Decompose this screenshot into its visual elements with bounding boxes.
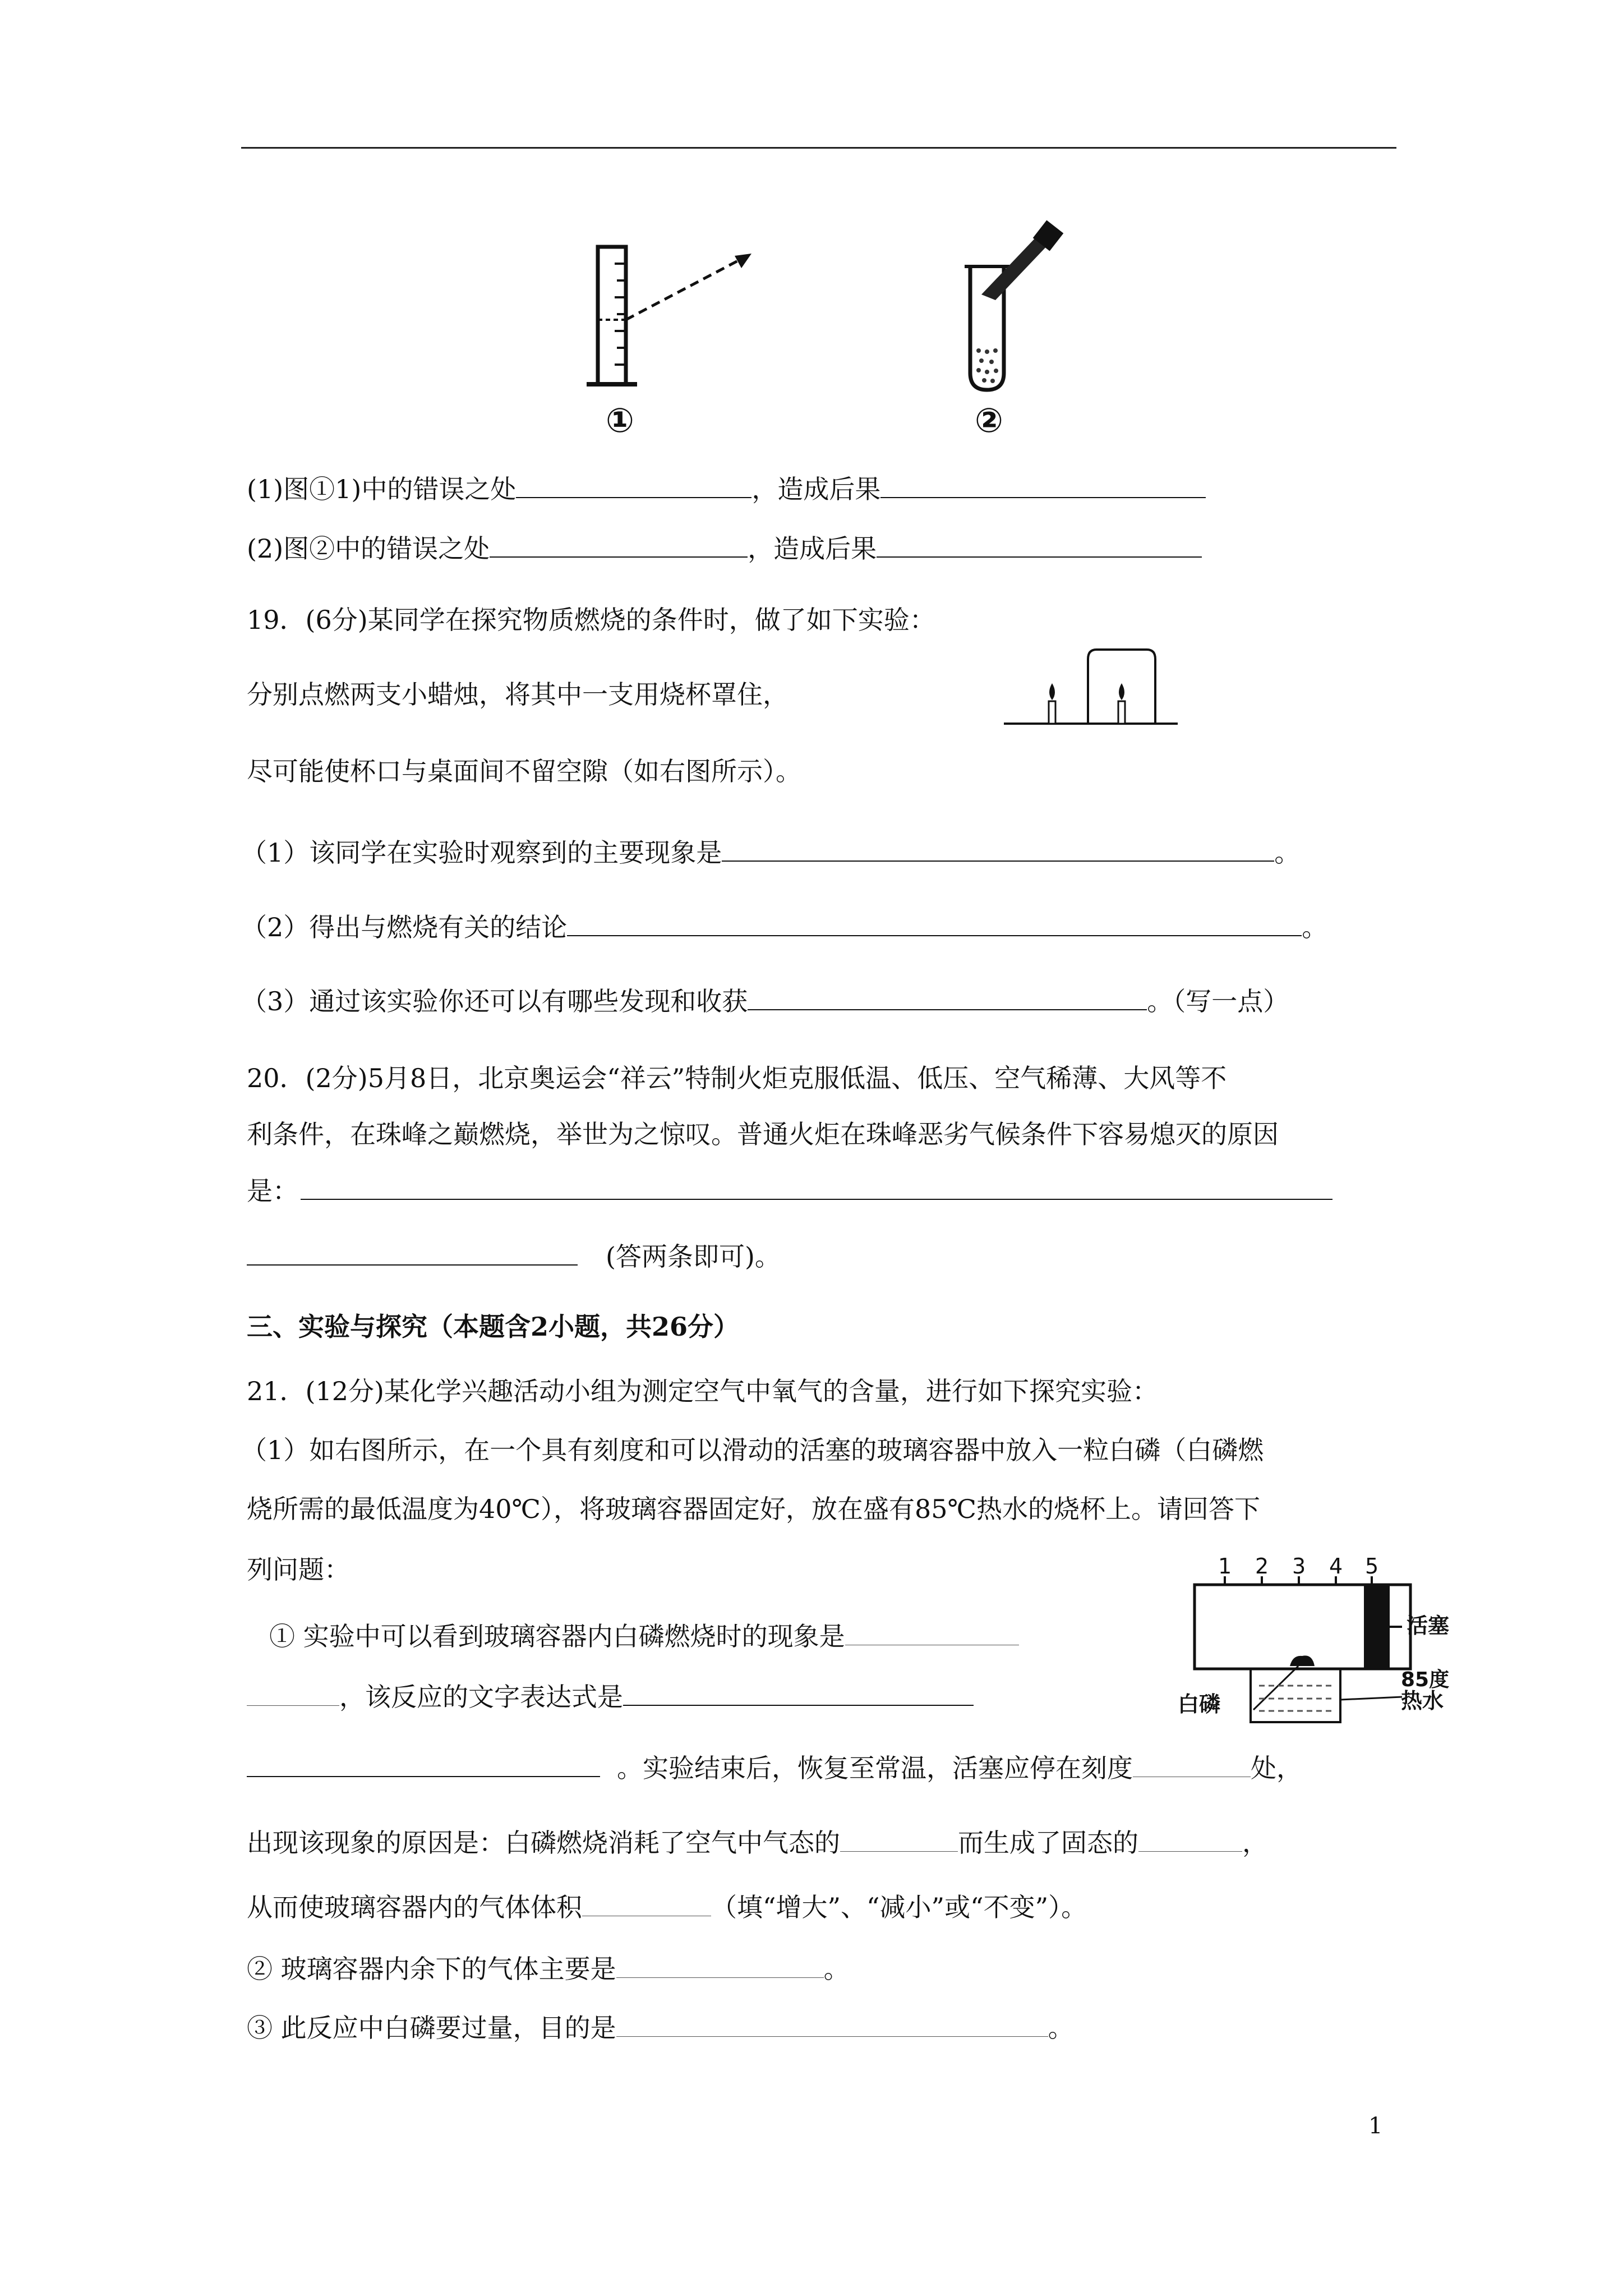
q21-c1-equation-prompt: ，该反应的文字表达式是 (339, 1682, 623, 1712)
q21-c1-blank-phenomenon-a[interactable] (845, 1620, 1019, 1645)
q21-c1-volume-prompt: 从而使玻璃容器内的气体体积 (247, 1892, 582, 1922)
q21-c1-volume-options: （填“增大”、“减小”或“不变”）。 (711, 1892, 1087, 1922)
q19-paragraph-2: 尽可能使杯口与桌面间不留空隙（如右图所示）。 (247, 756, 801, 786)
section-3-title: 三、实验与探究（本题含2小题，共26分） (247, 1312, 740, 1342)
q21-c1-reason-prompt: 出现该现象的原因是：白磷燃烧消耗了空气中气态的 (247, 1828, 840, 1858)
label-piston: 活塞 (1407, 1613, 1450, 1638)
q21-c1-line-2 (247, 1680, 974, 1714)
q20-l3-label: 是： (247, 1176, 298, 1206)
q20-line-1: 20．(2分)5月8日，北京奥运会“祥云”特制火炬克服低温、低压、空气稀薄、大风等不 (247, 1063, 1227, 1093)
q21-c1-blank-equation-b[interactable] (247, 1751, 600, 1777)
q21-c1-solid-prompt: 而生成了固态的 (958, 1828, 1138, 1858)
scale-label-5: 5 (1365, 1554, 1379, 1579)
q21-c1-line-4 (247, 1826, 1268, 1860)
page-number: 1 (1368, 2113, 1383, 2139)
q21-c2-blank[interactable] (616, 1953, 824, 1978)
q21-heading: 21．(12分)某化学兴趣活动小组为测定空气中氧气的含量，进行如下探究实验： (247, 1376, 1158, 1406)
q21-c1-blank-solid[interactable] (1138, 1826, 1242, 1852)
q19-s1-end: 。 (1274, 838, 1301, 868)
q21-c1-stop-end: 处， (1251, 1753, 1302, 1783)
q21-c1-prompt: ① 实验中可以看到玻璃容器内白磷燃烧时的现象是 (269, 1621, 845, 1651)
q19-heading: 19．(6分)某同学在探究物质燃烧的条件时，做了如下实验： (247, 605, 935, 635)
q19-s3-prompt: （3）通过该实验你还可以有哪些发现和收获 (241, 986, 748, 1016)
q18-line-1 (247, 472, 1206, 506)
scale-label-3: 3 (1292, 1554, 1306, 1579)
figure-label-2: ② (975, 401, 1003, 440)
q18-l1-prompt: (1)图①1)中的错误之处 (247, 474, 517, 504)
q18-l1-blank-error[interactable] (516, 472, 751, 498)
q21-c1-stop-prompt: 。实验结束后，恢复至常温，活塞应停在刻度 (617, 1753, 1133, 1783)
test-tube-figure (953, 222, 1077, 395)
q20-l4-note: (答两条即可)。 (606, 1241, 781, 1272)
q19-s2-end: 。 (1302, 912, 1328, 942)
q19-sub-2 (241, 910, 1327, 944)
q21-line-1: （1）如右图所示，在一个具有刻度和可以滑动的活塞的玻璃容器中放入一粒白磷（白磷燃 (241, 1435, 1264, 1465)
q19-s1-blank[interactable] (722, 836, 1274, 862)
q21-line-2: 烧所需的最低温度为40℃），将玻璃容器固定好，放在盛有85℃热水的烧杯上。请回答下 (247, 1494, 1260, 1524)
q19-sub-3 (241, 984, 1289, 1018)
q18-line-2 (247, 532, 1202, 565)
q21-c3-blank[interactable] (616, 2012, 1048, 2037)
q21-c1-line-5 (247, 1890, 1087, 1924)
q21-c1-blank-phenomenon-b[interactable] (247, 1681, 339, 1706)
q20-line-3 (247, 1174, 1332, 1208)
q21-c2-prompt: ② 玻璃容器内余下的气体主要是 (247, 1954, 616, 1984)
q21-c1-line-3 (247, 1751, 1302, 1785)
q18-l2-blank-consequence[interactable] (877, 532, 1202, 558)
label-water-temp: 85度 (1401, 1668, 1450, 1691)
label-white-phosphorus: 白磷 (1178, 1692, 1221, 1717)
q20-line-4 (247, 1240, 781, 1273)
q20-blank-1[interactable] (301, 1174, 1332, 1200)
q21-c1-line-1 (269, 1619, 1019, 1653)
candle-beaker-figure (1004, 639, 1178, 729)
q21-c3-end: 。 (1048, 2013, 1074, 2043)
q21-c1-blank-equation-a[interactable] (623, 1680, 974, 1706)
q19-s2-blank[interactable] (567, 910, 1302, 936)
figure-label-1: ① (606, 401, 634, 440)
q18-l2-blank-error[interactable] (490, 532, 748, 558)
q20-blank-2[interactable] (247, 1240, 578, 1266)
q19-sub-1 (241, 836, 1300, 869)
q21-c3-line (247, 2011, 1074, 2045)
scale-label-1: 1 (1218, 1554, 1232, 1579)
q21-c1-comma: ， (1242, 1828, 1268, 1858)
q21-c1-blank-volume[interactable] (582, 1891, 711, 1916)
q20-line-2: 利条件，在珠峰之巅燃烧，举世为之惊叹。普通火炬在珠峰恶劣气候条件下容易熄灭的原因 (247, 1119, 1279, 1149)
q19-s3-blank[interactable] (748, 984, 1147, 1010)
label-hot-water: 热水 (1401, 1688, 1444, 1713)
q19-paragraph-1: 分别点燃两支小蜡烛，将其中一支用烧杯罩住， (247, 679, 789, 710)
q19-s3-end: 。（写一点） (1147, 986, 1289, 1016)
q21-c3-prompt: ③ 此反应中白磷要过量，目的是 (247, 2013, 616, 2043)
q18-l2-consequence: ，造成后果 (748, 533, 877, 564)
header-rule (241, 147, 1396, 149)
q21-c2-line (247, 1952, 850, 1986)
q18-l1-consequence: ，造成后果 (751, 474, 881, 504)
scale-label-4: 4 (1329, 1554, 1343, 1579)
q18-l1-blank-consequence[interactable] (880, 472, 1206, 498)
measuring-cylinder-figure (583, 236, 763, 398)
q21-c1-blank-scale[interactable] (1133, 1752, 1251, 1777)
q21-c1-blank-gas[interactable] (840, 1826, 958, 1852)
scale-label-2: 2 (1255, 1554, 1269, 1579)
q21-line-3: 列问题： (247, 1554, 350, 1585)
q21-c2-end: 。 (823, 1954, 850, 1984)
q19-s2-prompt: （2）得出与燃烧有关的结论 (241, 912, 568, 942)
q19-s1-prompt: （1）该同学在实验时观察到的主要现象是 (241, 838, 722, 868)
q18-l2-prompt: (2)图②中的错误之处 (247, 533, 490, 564)
